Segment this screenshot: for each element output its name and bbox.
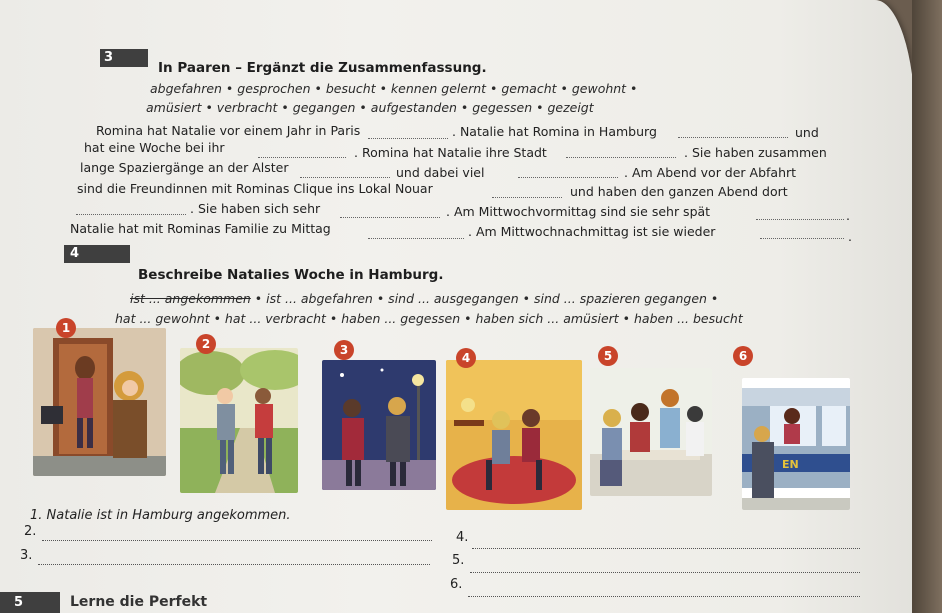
answer-4-line[interactable] <box>472 548 860 549</box>
exercise-4-wordbank-line1 <box>130 291 718 306</box>
ex3-blank-6[interactable] <box>518 177 618 178</box>
picture-6-badge: 6 <box>733 346 753 366</box>
answer-4-number: 4. <box>456 530 469 545</box>
ex3-blank-11[interactable] <box>368 238 464 239</box>
ex3-line4-b: und haben den ganzen Abend dort <box>570 184 788 199</box>
exercise-4-number: 4 <box>64 245 130 263</box>
ex3-blank-8[interactable] <box>76 214 186 215</box>
ex3-blank-1[interactable] <box>368 138 448 139</box>
picture-3-badge: 3 <box>334 340 354 360</box>
ex3-line5-a: . Sie haben sich sehr <box>190 201 321 216</box>
ex3-line5-b: . Am Mittwochvormittag sind sie sehr spät <box>446 204 711 219</box>
ex3-line3-a: lange Spaziergänge an der Alster <box>80 160 289 175</box>
ex3-blank-10[interactable] <box>756 219 844 220</box>
ex3-blank-7[interactable] <box>492 197 562 198</box>
ex3-blank-2[interactable] <box>678 137 788 138</box>
ex3-line1-b: . Natalie hat Romina in Hamburg <box>452 124 657 139</box>
arrival-illustration <box>33 328 166 476</box>
ex3-line1-c: und <box>795 125 819 140</box>
exercise-5-number: 5 <box>0 592 60 613</box>
exercise-4-wordbank-line1-rest: • ist ... abgefahren • sind ... ausgegangen • sind ... spazieren gegangen • <box>250 291 719 306</box>
exercise-5-title: Lerne die Perfekt <box>70 594 208 610</box>
answer-6-number: 6. <box>450 577 463 592</box>
picture-5-lunch <box>590 368 712 496</box>
picture-5-badge: 5 <box>598 346 618 366</box>
answer-2-line[interactable] <box>42 540 432 541</box>
answer-3-line[interactable] <box>38 564 430 565</box>
struck-example: ist ... angekommen <box>130 291 251 306</box>
restaurant-illustration <box>446 360 582 510</box>
picture-1-arrival <box>33 328 166 476</box>
night-illustration <box>322 360 436 490</box>
picture-1-badge: 1 <box>56 318 76 338</box>
picture-4-badge: 4 <box>456 348 476 368</box>
picture-2-walk <box>180 348 298 493</box>
ex3-line3-b: und dabei viel <box>396 165 485 180</box>
answer-1 <box>30 508 291 523</box>
ex3-blank-12[interactable] <box>760 238 844 239</box>
answer-5-line[interactable] <box>470 572 860 573</box>
exercise-3-wordbank-line1: abgefahren • gesprochen • besucht • kennen gelernt • gemacht • gewohnt • <box>150 81 638 96</box>
ex3-line2-b: . Romina hat Natalie ihre Stadt <box>354 145 547 160</box>
exercise-3-title: In Paaren – Ergänzt die Zusammenfassung. <box>158 60 487 76</box>
ex3-line6-a: Natalie hat mit Rominas Familie zu Mittag <box>70 221 331 236</box>
book-spine <box>912 0 942 613</box>
walk-illustration <box>180 348 298 493</box>
exercise-4-title: Beschreibe Natalies Woche in Hamburg. <box>138 267 444 283</box>
ex3-line3-c: . Am Abend vor der Abfahrt <box>624 165 797 180</box>
ex3-line2-a: hat eine Woche bei ihr <box>84 140 225 155</box>
exercise-3-number: 3 <box>100 49 148 67</box>
picture-4-restaurant <box>446 360 582 510</box>
train-illustration <box>742 378 850 510</box>
answer-6-line[interactable] <box>468 596 860 597</box>
ex3-line1-a: Romina hat Natalie vor einem Jahr in Paris <box>96 123 361 138</box>
ex3-line2-c: . Sie haben zusammen <box>684 145 827 160</box>
ex3-blank-4[interactable] <box>566 157 676 158</box>
answer-1-text: Natalie ist in Hamburg angekommen. <box>46 508 291 523</box>
answer-3-number: 3. <box>20 548 33 563</box>
ex3-line4-a: sind die Freundinnen mit Rominas Clique ins Lokal Nouar <box>77 181 433 196</box>
ex3-blank-9[interactable] <box>340 217 440 218</box>
ex3-blank-5[interactable] <box>300 177 390 178</box>
exercise-4-wordbank-line2: hat ... gewohnt • hat ... verbracht • haben ... gegessen • haben sich ... amüsiert • haben ... besucht <box>115 311 743 326</box>
picture-6-train <box>742 378 850 510</box>
svg-text:EN: EN <box>782 458 799 471</box>
ex3-blank-3[interactable] <box>258 157 346 158</box>
answer-1-number: 1. <box>30 508 43 523</box>
exercise-3-wordbank-line2: amüsiert • verbracht • gegangen • aufgestanden • gegessen • gezeigt <box>146 100 594 115</box>
answer-2-number: 2. <box>24 524 37 539</box>
answer-5-number: 5. <box>452 553 465 568</box>
picture-2-badge: 2 <box>196 334 216 354</box>
lunch-illustration <box>590 368 712 496</box>
picture-3-night <box>322 360 436 490</box>
ex3-line6-b: . Am Mittwochnachmittag ist sie wieder <box>468 224 716 239</box>
ex3-line6-c: . <box>848 229 852 244</box>
ex3-line5-c: . <box>846 208 850 223</box>
